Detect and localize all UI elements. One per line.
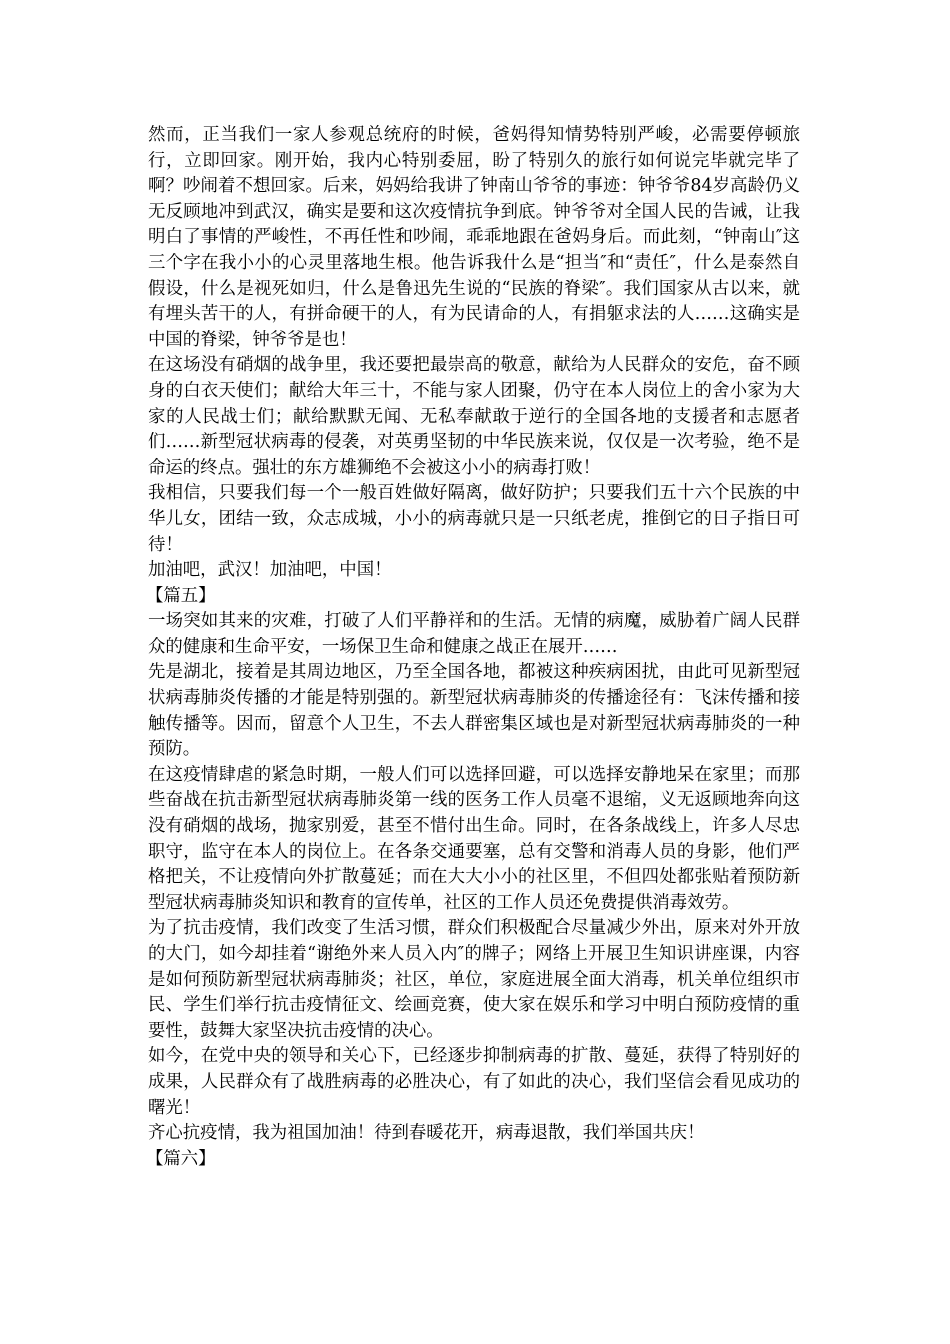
paragraph-tribute-heroes: 在这场没有硝烟的战争里，我还要把最崇高的敬意，献给为人民群众的安危，奋不顾身的白衣天使们；献给大年三十，不能与家人团聚，仍守在本人岗位上的舍小家为大家的人民战士们；献给默默无闻、无私奉献敢于逆行的全国各地的支援者和志愿者们……新型冠状病毒的侵袭，对英勇坚韧的中华民族来说，仅仅是一次考验，绝不是命运的终点。强壮的东方雄狮绝不会被这小小的病毒打败！ — [148, 355, 800, 478]
paragraph-cheer-motherland: 齐心抗疫情，我为祖国加油！待到春暖花开，病毒退散，我们举国共庆！ — [148, 1123, 705, 1144]
paragraph-belief-unity: 我相信，只要我们每一个一般百姓做好隔离，做好防护；只要我们五十六个民族的中华儿女，团结一致，众志成城，小小的病毒就只是一只纸老虎，推倒它的日子指日可待！ — [148, 483, 800, 555]
paragraph-sudden-disaster: 一场突如其来的灾难，打破了人们平静祥和的生活。无情的病魔，威胁着广阔人民群众的健康和生命平安，一场保卫生命和健康之战正在展开…… — [148, 611, 800, 657]
section-heading-part-six: 【篇六】 — [146, 1148, 216, 1169]
paragraph-front-line-workers: 在这疫情肆虐的紧急时期，一般人们可以选择回避，可以选择安静地呆在家里；而那些奋战在抗击新型冠状病毒肺炎第一线的医务工作人员毫不退缩，义无返顾地奔向这没有硝烟的战场，抛家别爱，甚至不惜付出生命。同时，在各条战线上，许多人尽忠职守，监守在本人的岗位上。在各条交通要塞，总有交警和消毒人员的身影，他们严格把关，不让疫情向外扩散蔓延；而在大大小小的社区里，不但四处都张贴着预防新型冠状病毒肺炎知识和教育的宣传单，社区的工作人员还免费提供消毒效劳。 — [148, 764, 800, 913]
paragraph-transmission: 先是湖北，接着是其周边地区，乃至全国各地，都被这种疾病困扰，由此可见新型冠状病毒肺炎传播的才能是特别强的。新型冠状病毒肺炎的传播途径有：飞沫传播和接触传播等。因而，留意个人卫生，不去人群密集区域也是对新型冠状病毒肺炎的一种预防。 — [148, 662, 800, 760]
document-body — [148, 123, 800, 1172]
paragraph-cheer-wuhan: 加油吧，武汉！加油吧，中国！ — [148, 560, 392, 581]
section-heading-part-five: 【篇五】 — [146, 585, 216, 606]
paragraph-changed-habits: 为了抗击疫情，我们改变了生活习惯，群众们积极配合尽量减少外出，原来对外开放的大门，如今却挂着“谢绝外来人员入内″的牌子；网络上开展卫生知识讲座课，内容是如何预防新型冠状病毒肺炎；社区，单位，家庭进展全面大消毒，机关单位组织市民、学生们举行抗击疫情征文、绘画竞赛，使大家在娱乐和学习中明白预防疫情的重要性，鼓舞大家坚决抗击疫情的决心。 — [148, 918, 800, 1041]
paragraph-dawn-of-success: 如今，在党中央的领导和关心下，已经逐步抑制病毒的扩散、蔓延，获得了特别好的成果，人民群众有了战胜病毒的必胜决心，有了如此的决心，我们坚信会看见成功的曙光！ — [148, 1046, 800, 1118]
paragraph-president-palace-trip: 然而，正当我们一家人参观总统府的时候，爸妈得知情势特别严峻，必需要停顿旅行，立即回家。刚开始，我内心特别委屈，盼了特别久的旅行如何说完毕就完毕了啊？吵闹着不想回家。后来，妈妈给我讲了钟南山爷爷的事迹：钟爷爷84岁高龄仍义无反顾地冲到武汉，确实是要和这次疫情抗争到底。钟爷爷对全国人民的告诫，让我明白了事情的严峻性，不再任性和吵闹，乖乖地跟在爸妈身后。而此刻，“钟南山″这三个字在我小小的心灵里落地生根。他告诉我什么是“担当″和“责任″，什么是泰然自假设，什么是视死如归，什么是鲁迅先生说的“民族的脊梁″。我们国家从古以来，就有埋头苦干的人，有拼命硬干的人，有为民请命的人，有捐躯求法的人……这确实是中国的脊梁，钟爷爷是也！ — [148, 125, 800, 350]
